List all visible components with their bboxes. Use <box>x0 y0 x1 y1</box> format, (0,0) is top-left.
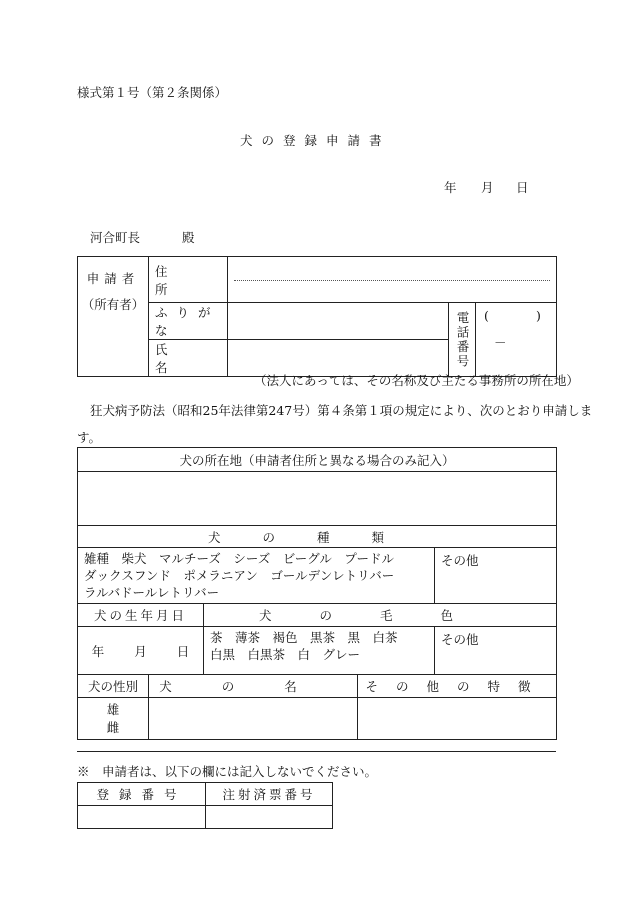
applicant-label: 申請者 <box>86 271 140 286</box>
features-header: その他の特徴 <box>365 679 549 694</box>
dog-location-header: 犬の所在地（申請者住所と異なる場合のみ記入） <box>179 452 455 468</box>
date-month-label: 月 <box>481 180 494 195</box>
coat-other-cell[interactable] <box>435 627 557 675</box>
coat-header-cell <box>204 604 557 627</box>
birth-label-cell <box>78 604 204 627</box>
sex-options-cell[interactable] <box>78 698 149 740</box>
sex-label: 犬の性別 <box>87 679 138 694</box>
applicant-table <box>77 256 557 377</box>
dog-location-input-cell[interactable] <box>78 472 557 526</box>
features-header-cell <box>358 675 557 698</box>
date-day-label: 日 <box>516 180 529 195</box>
birth-day-label: 日 <box>176 643 190 659</box>
applicant-sublabel: （所有者） <box>81 297 145 312</box>
address-label-cell <box>149 257 228 303</box>
sex-option-male[interactable]: 雄 <box>106 701 120 717</box>
breed-header: 犬の種類 <box>207 529 426 545</box>
phone-label: 電話番号 <box>455 310 470 369</box>
birth-month-label: 月 <box>134 643 147 659</box>
furigana-label-cell <box>149 303 228 340</box>
dog-location-header-cell <box>78 448 557 472</box>
date-year-label: 年 <box>444 180 457 195</box>
address-input-cell[interactable] <box>228 257 557 303</box>
dog-name-header-cell <box>149 675 358 698</box>
divider <box>77 751 556 752</box>
birth-label: 犬の生年月日 <box>93 608 187 623</box>
name-label: 氏名 <box>155 342 210 375</box>
breed-other-cell[interactable] <box>435 548 557 604</box>
addressee-honorific: 殿 <box>182 230 195 245</box>
office-table <box>77 782 333 829</box>
address-dotted-line <box>234 279 550 281</box>
coat-options-line1: 茶 薄茶 褐色 黒茶 黒 白茶 <box>210 630 398 645</box>
phone-label-cell <box>449 303 476 377</box>
office-use-note: ※ 申請者は、以下の欄には記入しないでください。 <box>77 764 378 779</box>
dog-name-input-cell[interactable] <box>149 698 358 740</box>
phone-paren-open: ( <box>484 308 489 323</box>
phone-paren-close: ) <box>536 308 541 323</box>
addressee-name: 河合町長 <box>90 230 141 245</box>
name-label-cell <box>149 340 228 377</box>
birth-input-cell[interactable] <box>78 627 204 675</box>
vaccine-number-header: 注射済票番号 <box>222 787 316 802</box>
vaccine-number-header-cell <box>206 783 333 806</box>
breed-options-cell[interactable] <box>78 548 435 604</box>
reg-number-input-cell <box>78 806 206 829</box>
breed-options-line2: ダックスフンド ポメラニアン ゴールデンレトリバー <box>84 568 395 583</box>
birth-year-label: 年 <box>91 643 105 659</box>
applicant-label-cell <box>78 257 149 377</box>
phone-dash: － <box>494 335 507 350</box>
breed-header-cell <box>78 526 557 548</box>
breed-options-line3: ラルバドールレトリバー <box>84 585 220 600</box>
coat-options-cell[interactable] <box>204 627 435 675</box>
statement-line2: す。 <box>77 430 102 445</box>
dog-name-header: 犬の名 <box>159 679 347 694</box>
reg-number-header-cell <box>78 783 206 806</box>
reg-number-header: 登録番号 <box>96 787 187 802</box>
address-label: 住所 <box>155 263 202 297</box>
vaccine-number-input-cell <box>206 806 333 829</box>
coat-header: 犬の毛色 <box>258 608 501 623</box>
features-input-cell[interactable] <box>358 698 557 740</box>
coat-other-label: その他 <box>441 632 479 647</box>
breed-other-label: その他 <box>441 553 479 568</box>
phone-input-cell[interactable] <box>476 303 557 377</box>
dog-table <box>77 447 557 740</box>
furigana-input-cell[interactable] <box>228 303 449 340</box>
statement-line1: 狂犬病予防法（昭和25年法律第247号）第４条第１項の規定により、次のとおり申請しま <box>90 403 593 418</box>
furigana-label: ふりがな <box>155 305 220 338</box>
page-title: 犬の登録申請書 <box>240 133 391 148</box>
sex-option-female[interactable]: 雌 <box>106 719 120 735</box>
coat-options-line2: 白黒 白黒茶 白 グレー <box>210 647 361 662</box>
sex-label-cell <box>78 675 149 698</box>
corp-note: （法人にあっては、その名称及び主たる事務所の所在地） <box>254 373 579 388</box>
breed-options-line1: 雑種 柴犬 マルチーズ シーズ ビーグル プードル <box>84 551 395 566</box>
form-number: 様式第１号（第２条関係） <box>77 85 228 100</box>
